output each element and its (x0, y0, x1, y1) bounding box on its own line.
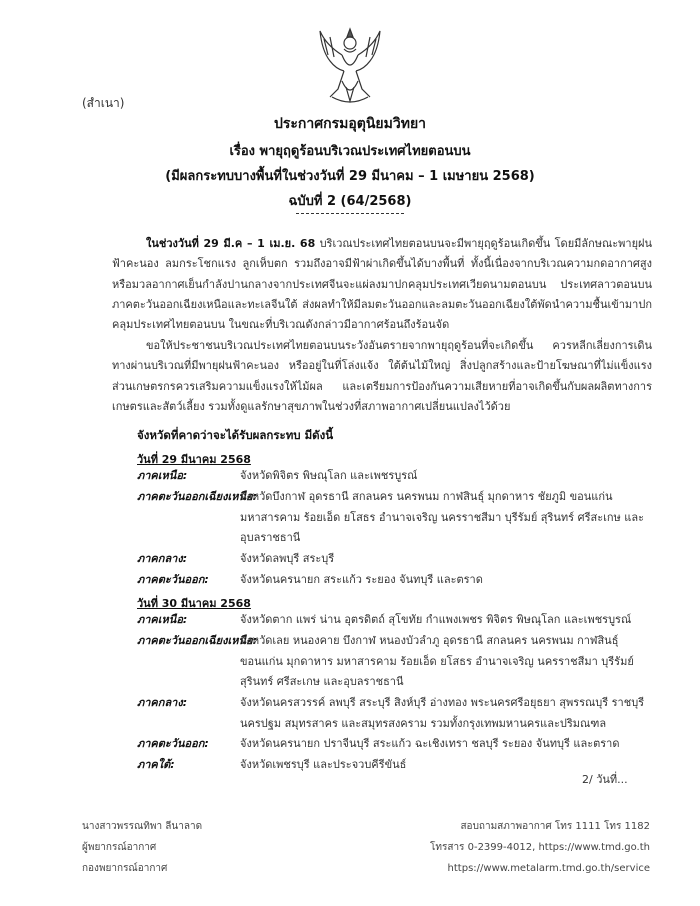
region-label: ภาคตะวันออกเฉียงเหนือ: (137, 490, 258, 503)
region-provinces: จังหวัดพิจิตร พิษณุโลก และเพชรบูรณ์ (240, 469, 418, 482)
region-label: ภาคตะวันออก: (137, 573, 209, 586)
document-subject: เรื่อง พายุฤดูร้อนบริเวณประเทศไทยตอนบน (229, 144, 471, 159)
region-label: ภาคกลาง: (137, 552, 188, 565)
advisory-text: ขอให้ประชาชนบริเวณประเทศไทยตอนบนระวังอันตรายจากพายุฤดูร้อนที่จะเกิดขึ้น ควรหลีกเลี่ยงการเดินทางผ่านบริเวณที่มีพายุฝนฟ้าคะนอง หรืออยู่ในที่โล่งแจ้ง ใต้ต้นไม้ใหญ่ สิ่งปลูกสร้างและป้ายโฆษณาที่ไม่แข็งแรง ส่วนเกษตรกรควรเสริมความแข็งแรงให้ไม้ผล และเตรียมการป้องกันความเสียหายที่อาจเกิดขึ้นกับผลผลิตทางการเกษตรและสัตว์เลี้ยง รวมทั้งดูแลรักษาสุขภาพในช่วงที่สภาพอากาศเปลี่ยนแปลงไว้ด้วย (112, 339, 652, 413)
footer-contact (430, 816, 650, 879)
region-label: ภาคเหนือ: (137, 613, 188, 626)
paragraph-advisory (112, 336, 652, 417)
region-provinces: จังหวัดนครนายก สระแก้ว ระยอง จันทบุรี และตราด (240, 573, 483, 586)
day-heading: วันที่ 30 มีนาคม 2568 (137, 597, 251, 610)
garuda-emblem-icon (312, 25, 388, 107)
affected-title: จังหวัดที่คาดว่าจะได้รับผลกระทบ มีดังนี้ (137, 428, 334, 442)
forecaster-name: นางสาวพรรณทิพา ลีนาลาด (82, 821, 203, 832)
document-title: ประกาศกรมอุตุนิยมวิทยา (273, 116, 427, 132)
copy-mark: (สำเนา) (82, 96, 125, 110)
region-provinces: จังหวัดตาก แพร่ น่าน อุตรดิตถ์ สุโขทัย กำแพงเพชร พิจิตร พิษณุโลก และเพชรบูรณ์ (240, 613, 632, 626)
contact-service-url: https://www.metalarm.tmd.go.th/service (447, 863, 650, 874)
continued-marker: 2/ วันที่... (582, 773, 628, 786)
region-label: ภาคใต้: (137, 758, 175, 771)
division-name: กองพยากรณ์อากาศ (82, 863, 168, 874)
region-provinces: จังหวัดเลย หนองคาย บึงกาฬ หนองบัวลำภู อุดรธานี สกลนคร นครพนม กาฬสินธุ์ ขอนแก่น มุกดาหาร มหาสารคาม ร้อยเอ็ด ยโสธร อำนาจเจริญ นครราชสีมา บุรีรัมย์ สุรินทร์ ศรีสะเกษ และอุบลราชธานี (240, 634, 634, 688)
region-label: ภาคตะวันออกเฉียงเหนือ: (137, 634, 258, 647)
contact-fax-website: โทรสาร 0-2399-4012, https://www.tmd.go.th (430, 842, 650, 853)
region-provinces: จังหวัดบึงกาฬ อุดรธานี สกลนคร นครพนม กาฬสินธุ์ มุกดาหาร ชัยภูมิ ขอนแก่น มหาสารคาม ร้อยเอ็ด ยโสธร อำนาจเจริญ นครราชสีมา บุรีรัมย์ สุรินทร์ ศรีสะเกษ และอุบลราชธานี (240, 490, 645, 544)
forecaster-title: ผู้พยากรณ์อากาศ (82, 842, 157, 853)
region-label: ภาคตะวันออก: (137, 737, 209, 750)
region-label: ภาคกลาง: (137, 696, 188, 709)
separator (296, 213, 404, 214)
footer-signatory (82, 816, 202, 879)
region-provinces: จังหวัดนครนายก ปราจีนบุรี สระแก้ว ฉะเชิงเทรา ชลบุรี ระยอง จันทบุรี และตราด (240, 737, 620, 750)
region-provinces: จังหวัดเพชรบุรี และประจวบคีรีขันธ์ (240, 758, 407, 771)
paragraph-lead: ในช่วงวันที่ 29 มี.ค – 1 เม.ย. 68 (146, 237, 316, 250)
region-provinces: จังหวัดลพบุรี สระบุรี (240, 552, 335, 565)
effect-period: (มีผลกระทบบางพื้นที่ในช่วงวันที่ 29 มีนาคม – 1 เมษายน 2568) (165, 169, 535, 184)
contact-phone: สอบถามสภาพอากาศ โทร 1111 โทร 1182 (460, 821, 650, 832)
issue-number: ฉบับที่ 2 (64/2568) (288, 194, 412, 209)
paragraph-situation (112, 234, 652, 335)
region-label: ภาคเหนือ: (137, 469, 188, 482)
region-provinces: จังหวัดนครสวรรค์ ลพบุรี สระบุรี สิงห์บุรี อ่างทอง พระนครศรีอยุธยา สุพรรณบุรี ราชบุรี นครปฐม สมุทรสาคร และสมุทรสงคราม รวมทั้งกรุงเทพมหานครและปริมณฑล (240, 696, 645, 730)
paragraph-body: บริเวณประเทศไทยตอนบนจะมีพายุฤดูร้อนเกิดขึ้น โดยมีลักษณะพายุฝนฟ้าคะนอง ลมกระโชกแรง ลูกเห็บตก รวมถึงอาจมีฟ้าผ่าเกิดขึ้นได้บางพื้นที่ ทั้งนี้เนื่องจากบริเวณความกดอากาศสูงหรือมวลอากาศเย็นกำลังปานกลางจากประเทศจีนจะแผ่ลงมาปกคลุมประเทศเวียดนามตอนบน ประเทศลาวตอนบน ภาคตะวันออกเฉียงเหนือและทะเลจีนใต้ ส่งผลทำให้มีลมตะวันออกและลมตะวันออกเฉียงใต้พัดนำความชื้นเข้ามาปกคลุมประเทศไทยตอนบน ในขณะที่บริเวณดังกล่าวมีอากาศร้อนถึงร้อนจัด (112, 237, 652, 332)
day-heading: วันที่ 29 มีนาคม 2568 (137, 453, 251, 466)
